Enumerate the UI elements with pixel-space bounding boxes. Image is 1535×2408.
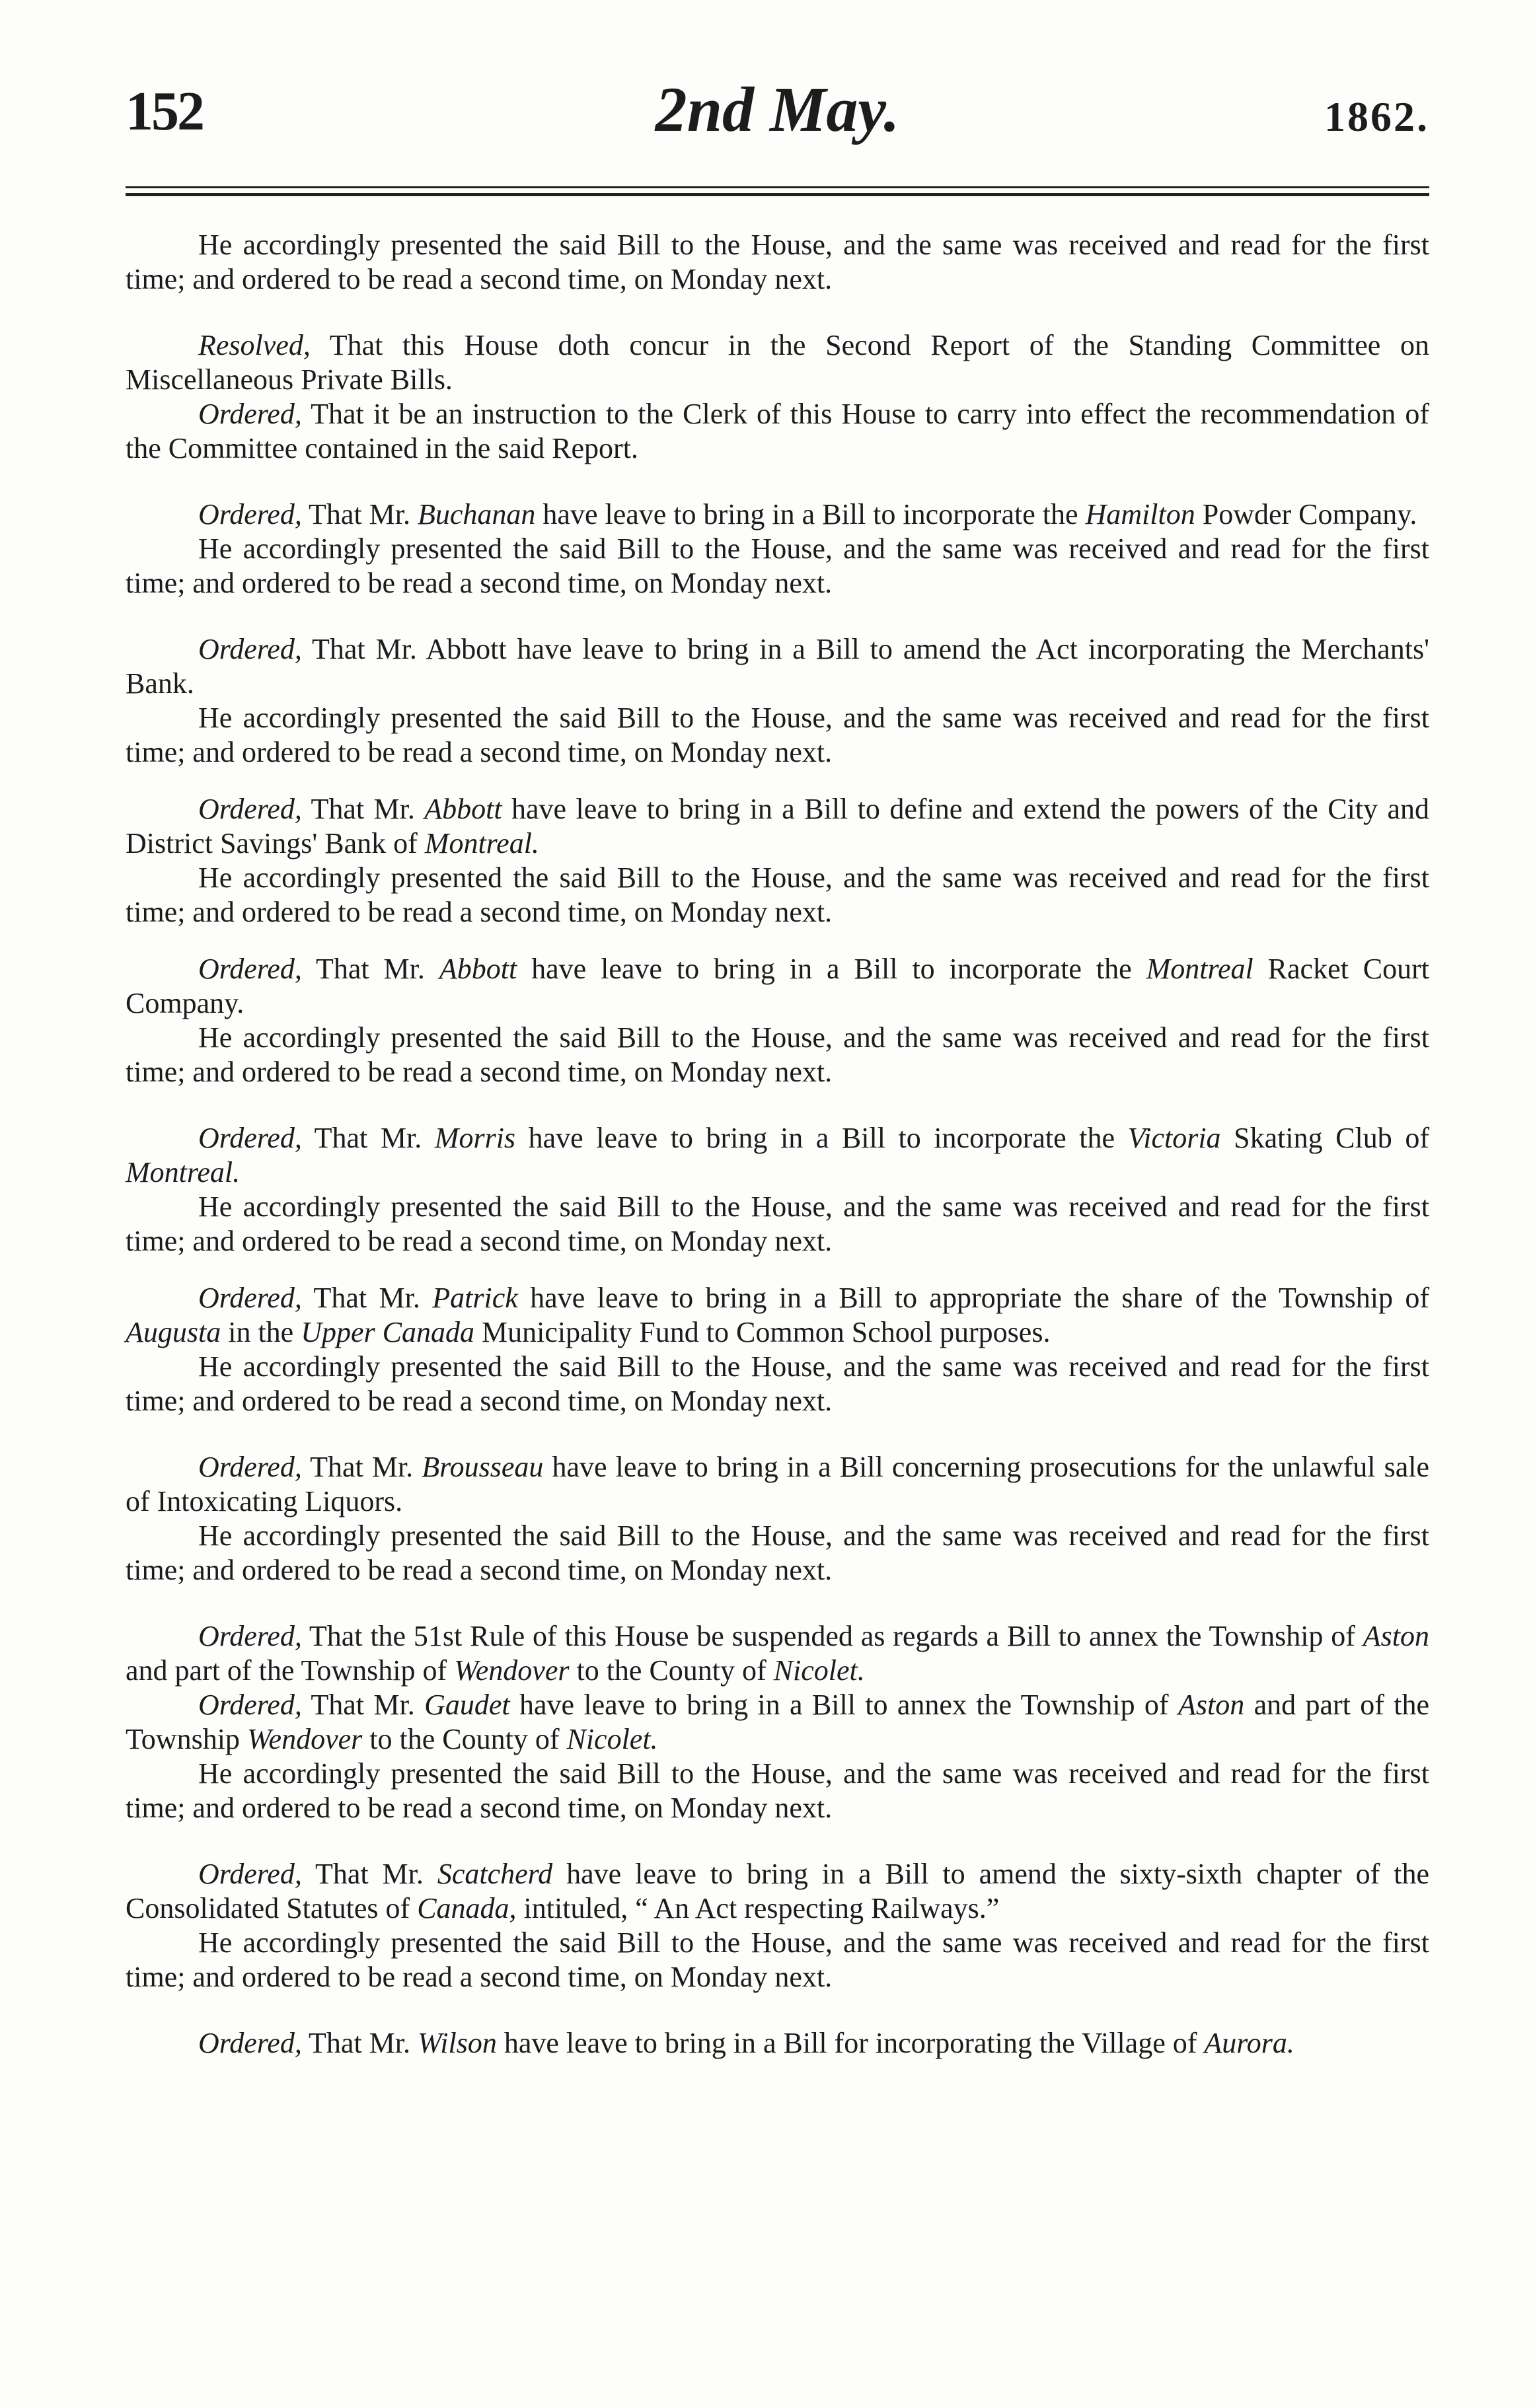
text-run: have leave to bring in a Bill to appropriate the share of the Township of: [517, 1282, 1430, 1314]
text-run: He accordingly presented the said Bill to the House, and the same was received and read for the first time; and ordered to be read a second time, on Monday next.: [126, 1021, 1429, 1088]
journal-entry: [126, 1450, 1429, 1587]
italic-text: Ordered,: [198, 1282, 302, 1314]
entry-sentence: [126, 1021, 1429, 1089]
entry-sentence: [126, 792, 1429, 861]
text-run: He accordingly presented the said Bill to the House, and the same was received and read for the first time; and ordered to be read a second time, on Monday next.: [126, 1519, 1429, 1586]
italic-text: Ordered,: [198, 1451, 302, 1483]
italic-text: Buchanan: [418, 498, 536, 530]
italic-text: Wendover: [246, 1723, 363, 1755]
journal-entry: [126, 632, 1429, 770]
italic-text: Resolved,: [198, 329, 311, 361]
italic-text: Nicolet.: [566, 1723, 658, 1755]
entry-sentence: [126, 1281, 1429, 1350]
entry-sentence: [126, 228, 1429, 297]
text-run: have leave to bring in a Bill to annex the Township of: [509, 1689, 1178, 1721]
journal-entry: [126, 328, 1429, 466]
text-run: That it be an instruction to the Clerk of this House to carry into effect the recommendation of the Committee contained in the said Report.: [126, 398, 1429, 464]
journal-entry: [126, 1121, 1429, 1259]
entry-sentence: [126, 1857, 1429, 1926]
entry-sentence: [126, 1519, 1429, 1587]
text-run: Municipality Fund to Common School purposes.: [474, 1316, 1051, 1348]
text-run: That Mr.: [301, 1689, 425, 1721]
header-rule-thin: [126, 186, 1429, 188]
text-run: have leave to bring in a Bill for incorporating the Village of: [496, 2027, 1205, 2059]
italic-text: Aurora.: [1204, 2027, 1294, 2059]
text-run: Skating Club of: [1220, 1122, 1429, 1154]
journal-entry: [126, 497, 1429, 601]
journal-entry: [126, 1619, 1429, 1825]
italic-text: Ordered,: [198, 1620, 302, 1652]
italic-text: Victoria: [1127, 1122, 1221, 1154]
italic-text: Scatcherd: [437, 1858, 553, 1890]
italic-text: Ordered,: [198, 1689, 302, 1721]
entry-sentence: [126, 1757, 1429, 1825]
italic-text: Brousseau: [422, 1451, 544, 1483]
text-run: That Mr.: [301, 953, 439, 985]
text-run: He accordingly presented the said Bill to the House, and the same was received and read for the first time; and ordered to be read a second time, on Monday next.: [126, 229, 1429, 295]
text-run: and part of the Township: [126, 1689, 1430, 1755]
text-run: He accordingly presented the said Bill to the House, and the same was received and read for the first time; and ordered to be read a second time, on Monday next.: [126, 532, 1429, 599]
entry-sentence: [126, 532, 1429, 601]
journal-entry: [126, 2026, 1429, 2061]
text-run: intituled, “ An Act respecting Railways.”: [516, 1892, 1000, 1924]
italic-text: Wendover: [454, 1654, 570, 1687]
text-run: That Mr.: [301, 498, 418, 530]
page-number: 152: [126, 81, 203, 142]
italic-text: Ordered,: [198, 498, 302, 530]
text-run: in the: [221, 1316, 301, 1348]
italic-text: Nicolet.: [773, 1654, 865, 1687]
italic-text: Hamilton: [1085, 498, 1195, 530]
entry-sentence: [126, 1688, 1429, 1757]
entry-sentence: [126, 632, 1429, 701]
italic-text: Patrick: [432, 1282, 518, 1314]
text-run: have leave to bring in a Bill to incorporate the: [515, 1122, 1128, 1154]
text-run: and part of the Township of: [126, 1654, 455, 1687]
text-run: That this House doth concur in the Second Report of the Standing Committee on Miscellaneous Private Bills.: [126, 329, 1429, 396]
italic-text: Montreal.: [424, 827, 539, 859]
italic-text: Ordered,: [198, 793, 302, 825]
entry-sentence: [126, 952, 1429, 1021]
text-run: That Mr.: [301, 793, 425, 825]
italic-text: Canada,: [417, 1892, 517, 1924]
text-run: have leave to bring in a Bill to incorporate the: [517, 953, 1146, 985]
entry-sentence: [126, 397, 1429, 466]
text-run: He accordingly presented the said Bill to the House, and the same was received and read for the first time; and ordered to be read a second time, on Monday next.: [126, 861, 1429, 928]
text-run: He accordingly presented the said Bill to the House, and the same was received and read for the first time; and ordered to be read a second time, on Monday next.: [126, 1350, 1429, 1417]
italic-text: Ordered,: [198, 1122, 302, 1154]
entry-sentence: [126, 861, 1429, 930]
text-run: That the 51st Rule of this House be suspended as regards a Bill to annex the Township of: [301, 1620, 1363, 1652]
italic-text: Gaudet: [424, 1689, 510, 1721]
journal-body: [126, 228, 1429, 2092]
italic-text: Ordered,: [198, 1858, 302, 1890]
italic-text: Abbott: [439, 953, 517, 985]
entry-sentence: [126, 2026, 1429, 2061]
entry-sentence: [126, 1350, 1429, 1418]
journal-entry: [126, 792, 1429, 930]
text-run: have leave to bring in a Bill to amend the sixty-sixth chapter of the Consolidated Statutes of: [126, 1858, 1429, 1924]
text-run: have leave to bring in a Bill to define and extend the powers of the City and District Savings' Bank of: [126, 793, 1429, 859]
text-run: He accordingly presented the said Bill to the House, and the same was received and read for the first time; and ordered to be read a second time, on Monday next.: [126, 1757, 1429, 1824]
entry-sentence: [126, 1450, 1429, 1519]
italic-text: Aston: [1178, 1689, 1245, 1721]
entry-sentence: [126, 1619, 1429, 1688]
text-run: That Mr. Abbott have leave to bring in a Bill to amend the Act incorporating the Merchants' Bank.: [126, 633, 1429, 700]
text-run: to the County of: [362, 1723, 567, 1755]
text-run: That Mr.: [301, 1858, 437, 1890]
italic-text: Ordered,: [198, 2027, 302, 2059]
text-run: He accordingly presented the said Bill to the House, and the same was received and read for the first time; and ordered to be read a second time, on Monday next.: [126, 702, 1429, 768]
italic-text: Morris: [434, 1122, 516, 1154]
entry-sentence: [126, 1926, 1429, 1994]
text-run: That Mr.: [301, 1282, 433, 1314]
journal-entry: [126, 952, 1429, 1089]
text-run: That Mr.: [301, 1451, 422, 1483]
italic-text: Ordered,: [198, 953, 302, 985]
italic-text: Montreal: [1146, 953, 1254, 985]
entry-sentence: [126, 497, 1429, 532]
italic-text: Ordered,: [198, 633, 302, 665]
text-run: He accordingly presented the said Bill to the House, and the same was received and read for the first time; and ordered to be read a second time, on Monday next.: [126, 1190, 1429, 1257]
text-run: have leave to bring in a Bill concerning prosecutions for the unlawful sale of Intoxicating Liquors.: [126, 1451, 1429, 1517]
journal-entry: [126, 228, 1429, 297]
text-run: have leave to bring in a Bill to incorporate the: [535, 498, 1086, 530]
entry-sentence: [126, 328, 1429, 397]
italic-text: Wilson: [418, 2027, 497, 2059]
journal-entry: [126, 1857, 1429, 1994]
entry-sentence: [126, 701, 1429, 770]
journal-entry: [126, 1281, 1429, 1418]
text-run: Racket Court Company.: [126, 953, 1430, 1019]
page-year: 1862.: [1324, 93, 1429, 140]
italic-text: Aston: [1363, 1620, 1429, 1652]
page-date: 2nd May.: [655, 74, 900, 145]
entry-sentence: [126, 1190, 1429, 1259]
entry-sentence: [126, 1121, 1429, 1190]
header-rule-thick: [126, 193, 1429, 196]
text-run: That Mr.: [301, 1122, 435, 1154]
text-run: He accordingly presented the said Bill to the House, and the same was received and read for the first time; and ordered to be read a second time, on Monday next.: [126, 1926, 1429, 1993]
text-run: Powder Company.: [1195, 498, 1417, 530]
italic-text: Ordered,: [198, 398, 302, 430]
italic-text: Upper Canada: [301, 1316, 474, 1348]
italic-text: Augusta: [126, 1316, 221, 1348]
page-header: [126, 59, 1429, 159]
italic-text: Abbott: [424, 793, 502, 825]
text-run: to the County of: [569, 1654, 774, 1687]
italic-text: Montreal.: [126, 1156, 241, 1188]
text-run: That Mr.: [301, 2027, 418, 2059]
